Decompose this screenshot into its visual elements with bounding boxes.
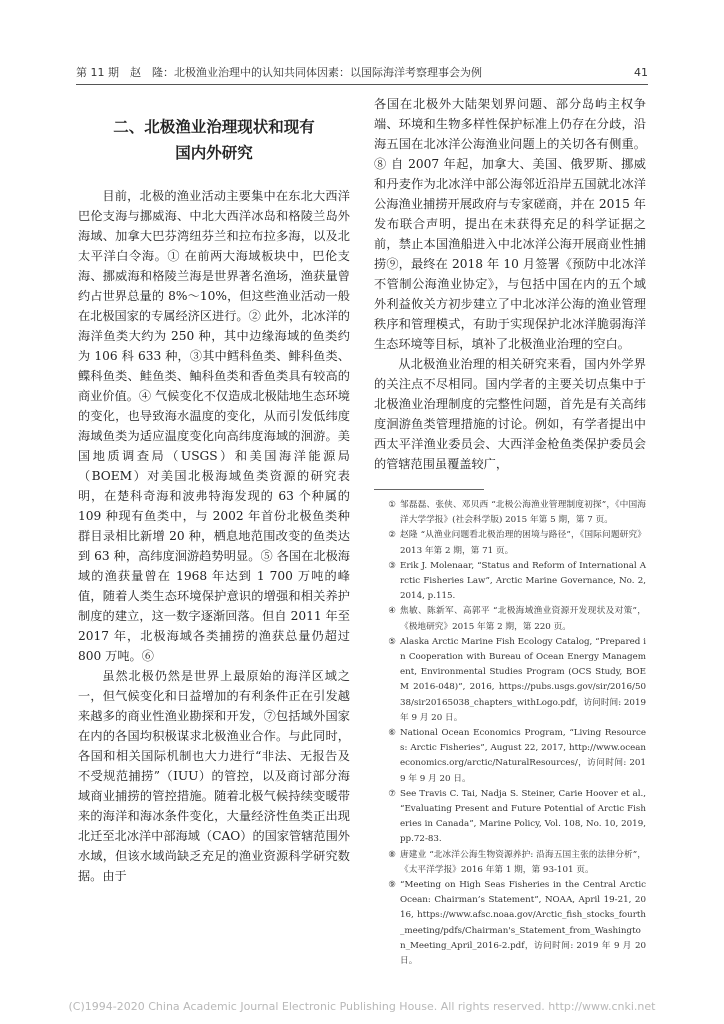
footnote-number: ④ bbox=[388, 606, 396, 617]
body-paragraph: 从北极渔业治理的相关研究来看，国内外学界的关注点不尽相同。国内学者的主要关切点集中于北极渔业治理制度的完整性问题，首先是有关高纬度洄游鱼类管理措施的讨论。例如，有学者提出中西太平洋渔业委员会、大西洋金枪鱼类保护委员会的管辖范围虽覆盖较广， bbox=[374, 357, 646, 471]
footnote-item bbox=[374, 848, 646, 878]
footnote-text: Alaska Arctic Marine Fish Ecology Catalog, “Prepared in Cooperation with Bureau of Ocean Energy Management, Environmental Studies Program (OCS Study, BOEM 2016-048)”, 2016, https://pubs.usgs.gov/sir/2016/5038/sir20165038_chapters_withLogo.pdf，访问时间: 2019 年 9 月 20 日。 bbox=[400, 636, 646, 723]
footnote-item bbox=[374, 498, 646, 528]
section-heading-line-2: 国内外研究 bbox=[175, 144, 253, 162]
running-header bbox=[76, 62, 648, 85]
footnote-number: ⑧ bbox=[388, 849, 396, 860]
footnote-item bbox=[374, 528, 646, 558]
running-header-title: 第 11 期 赵 隆：北极渔业治理中的认知共同体因素：以国际海洋考察理事会为例 bbox=[76, 66, 482, 79]
body-paragraph: 虽然北极仍然是世界上最原始的海洋区域之一，但气候变化和日益增加的有利条件正在引发越来越多的商业性渔业勘探和开发，⑦包括域外国家在内的各国均积极谋求北极渔业合作。与此同时，各国和相关国际机制也大力进行“非法、无报告及不受规范捕捞”（IUU）的管控，以及商讨部分海域商业捕捞的管控措施。随着北极气候持续变暖带来的海洋和海冰条件变化，大量经济性鱼类正出现北迁至北冰洋中部海域（CAO）的国家管辖范围外水域，但该水域尚缺乏充足的渔业资源科学研究数据。由于 bbox=[78, 669, 350, 883]
footnote-text: 赵隆 “从渔业问题看北极治理的困境与路径”，《国际问题研究》2013 年第 2 期，第 71 页。 bbox=[400, 530, 646, 556]
footnote-list bbox=[374, 498, 646, 969]
footnote-number: ① bbox=[388, 500, 396, 510]
footnote-text: See Travis C. Tai, Nadja S. Steiner, Carie Hoover et al., “Evaluating Present and Future Potential of Arctic Fisheries in Canada”, Marine Policy, Vol. 108, No. 10, 2019, pp.72-83. bbox=[400, 788, 646, 845]
footnote-text: 唐建业 “北冰洋公海生物资源养护: 沿海五国主张的法律分析”，《太平洋学报》2016 年第 1 期，第 93-101 页。 bbox=[400, 849, 646, 875]
footnote-number: ③ bbox=[388, 560, 396, 571]
footnote-text: 邹磊磊、张侠、邓贝西 “北极公海渔业管理制度初探”，《中国海洋大学学报》(社会科学版) 2015 年第 5 期，第 7 页。 bbox=[400, 500, 646, 526]
footnote-number: ⑨ bbox=[388, 880, 396, 891]
footnote-number: ② bbox=[388, 530, 396, 541]
footnote-item bbox=[374, 787, 646, 848]
footnote-number: ⑥ bbox=[388, 728, 396, 739]
footnote-item bbox=[374, 878, 646, 969]
section-heading bbox=[78, 114, 350, 166]
footnote-text: Erik J. Molenaar, “Status and Reform of International Arctic Fisheries Law”, Arctic Marine Governance, No. 2, 2014, p.115. bbox=[400, 560, 646, 602]
body-paragraph: 目前，北极的渔业活动主要集中在东北大西洋巴伦支海与挪威海、中北大西洋冰岛和格陵兰岛外海域、加拿大巴芬湾纽芬兰和拉布拉多海，以及北太平洋白令海。① 在前两大海域板块中，巴伦支海、挪威海和格陵兰海是世界著名渔场，渔获量曾约占世界总量的 8%～10%，但这些渔业活动一般在北极国家的专属经济区进行。② 此外，北冰洋的海洋鱼类大约为 250 种，其中边缘海域的鱼类约为 106 科 633 种，③其中鳕科鱼类、鲱科鱼类、鲽科鱼类、鲑鱼类、鲉科鱼类和香鱼类具有较高的商业价值。④ 气候变化不仅造成北极陆地生态环境的变化，也导致海水温度的变化，从而引发低纬度海域鱼类为适应温度变化向高纬度海域的洄游。美国地质调查局（USGS）和美国海洋能源局（BOEM）对美国北极海域鱼类资源的研究表明，在楚科奇海和波弗特海发现的 63 个种属的 109 种现有鱼类中，与 2002 年首份北极鱼类种群目录相比新增 20 种，栖息地范围改变的鱼类达到 63 种，高纬度洄游趋势明显。⑤ 各国在北极海域的渔获量曾在 1968 年达到 1 700 万吨的峰值，随着人类生态环境保护意识的增强和相关养护制度的建立，这一数字逐渐回落。但自 2011 年至 2017 年，北极海域各类捕捞的渔获总量仍超过 800 万吨。⑥ bbox=[78, 189, 350, 663]
page-number: 41 bbox=[634, 66, 648, 79]
footnote-item bbox=[374, 604, 646, 634]
footnote-text: 焦敏、陈新军、高郭平 “北极海域渔业资源开发现状及对策”，《极地研究》2015 年第 2 期，第 220 页。 bbox=[400, 606, 646, 632]
right-column bbox=[374, 94, 646, 969]
copyright-footer: (C)1994-2020 China Academic Journal Electronic Publishing House. All rights reserved. http://www.cnki.net bbox=[68, 1000, 656, 1013]
body-paragraph: 各国在北极外大陆架划界问题、部分岛屿主权争端、环境和生物多样性保护标准上仍存在分歧，沿海五国在北冰洋公海渔业问题上的关切各有侧重。⑧ 自 2007 年起，加拿大、美国、俄罗斯、挪威和丹麦作为北冰洋中部公海邻近沿岸五国就北冰洋公海渔业捕捞开展政府与专家磋商，并在 2015 年发布联合声明，提出在未获得充足的科学证据之前，禁止本国渔船进入中北冰洋公海开展商业性捕捞⑨，最终在 2018 年 10 月签署《预防中北冰洋不管制公海渔业协定》，与包括中国在内的五个域外利益攸关方初步建立了中北冰洋公海的渔业管理秩序和管理模式，有助于实现保护北冰洋脆弱海洋生态环境等目标，填补了北极渔业治理的空白。 bbox=[374, 97, 646, 351]
footnote-item bbox=[374, 559, 646, 605]
footnote-number: ⑦ bbox=[388, 788, 396, 799]
footnote-text: “Meeting on High Seas Fisheries in the Central Arctic Ocean: Chairman’s Statement”, NOAA, April 19-21, 2016, https://www.afsc.noaa.gov/Arctic_fish_stocks_fourth_meeting/pdfs/Chairman's_Statement_from_Washington_Meeting_April_2016-2.pdf，访问时间: 2019 年 9 月 20 日。 bbox=[400, 880, 646, 967]
left-column bbox=[78, 94, 350, 886]
footnote-divider bbox=[374, 489, 484, 490]
footnote-item bbox=[374, 726, 646, 787]
footnote-item bbox=[374, 635, 646, 726]
section-heading-line-1: 二、北极渔业治理现状和现有 bbox=[113, 118, 315, 136]
footnote-text: National Ocean Economics Program, “Living Resources: Arctic Fisheries”, August 22, 2017, http://www.oceaneconomics.org/arctic/NaturalResources/，访问时间: 2019 年 9 月 20 日。 bbox=[400, 728, 646, 784]
footnote-number: ⑤ bbox=[388, 636, 396, 647]
